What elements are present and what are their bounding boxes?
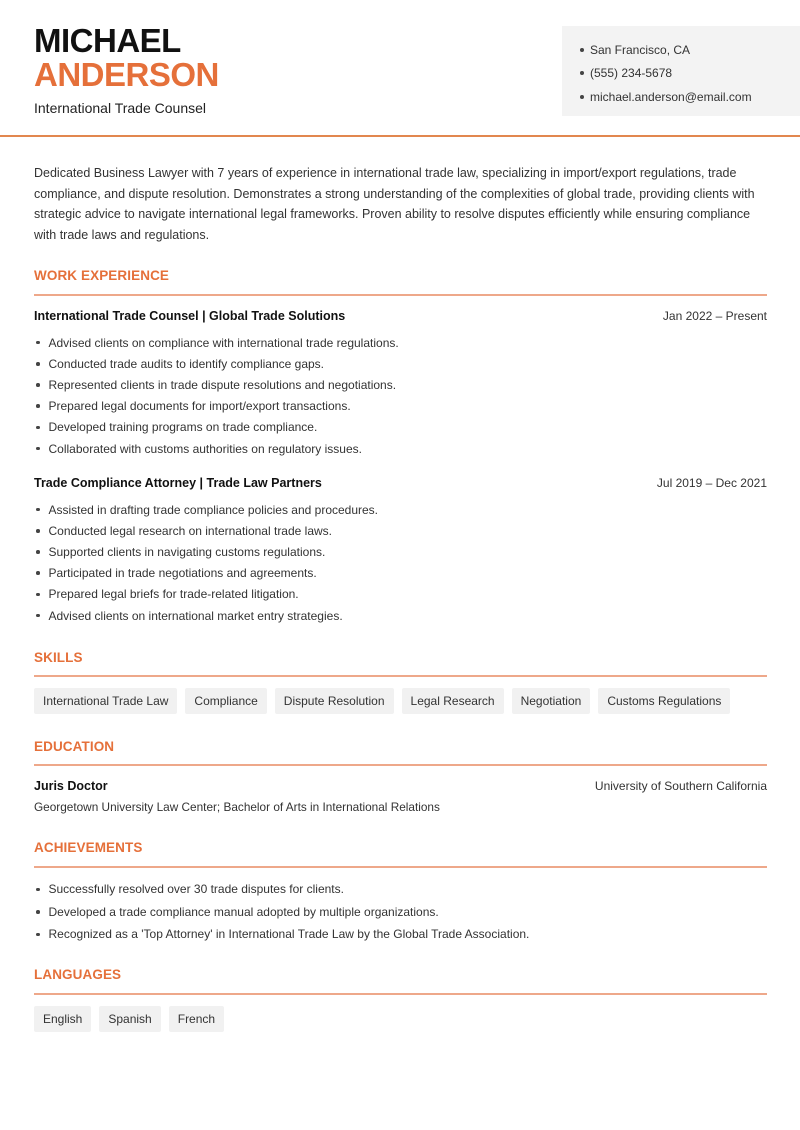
list-item: Conducted legal research on international trade laws. [34,520,378,541]
language-tags [34,1006,224,1032]
achievements-list [34,878,529,946]
bullet-icon [580,71,584,75]
section-title-work-experience: WORK EXPERIENCE [34,268,170,283]
summary-paragraph: Dedicated Business Lawyer with 7 years of experience in international trade law, specializing in import/export regulations, trade compliance, and dispute resolution. Demonstrates a strong understanding of the complexities of global trade, providing clients with strategic advice to navigate international legal frameworks. Proven ability to resolve disputes efficiently while ensuring compliance with trade laws and regulations. [34,166,755,242]
section-divider [34,993,767,995]
skill-tag: Negotiation [512,688,591,714]
bullet-icon [580,48,584,52]
list-item: Advised clients on compliance with international trade regulations. [34,332,399,353]
education-detail: Georgetown University Law Center; Bachelor of Arts in International Relations [34,800,440,814]
job-role: International Trade Counsel | Global Trade Solutions [34,309,346,323]
bullet-icon [36,571,40,575]
list-item: Represented clients in trade dispute resolutions and negotiations. [34,374,399,395]
last-name: ANDERSON [34,56,219,93]
skill-tag: International Trade Law [34,688,177,714]
bullet-icon [36,614,40,618]
list-item: Participated in trade negotiations and agreements. [34,563,378,584]
list-item: Developed a trade compliance manual adopted by multiple organizations. [34,901,529,924]
language-tag: Spanish [99,1006,160,1032]
education-school: University of Southern California [594,779,767,793]
skills-tags [34,688,730,714]
job-header [34,309,767,323]
list-item: Prepared legal documents for import/export transactions. [34,396,399,417]
section-divider [34,764,767,766]
contact-phone: (555) 234-5678 [580,62,800,86]
bullet-icon [36,529,40,533]
skill-tag: Legal Research [402,688,504,714]
job-header [34,476,767,490]
job-dates: Jan 2022 – Present [662,309,767,323]
job-dates: Jul 2019 – Dec 2021 [656,476,767,490]
contact-box [562,26,800,116]
section-divider [34,675,767,677]
bullet-icon [36,341,40,345]
job-role: Trade Compliance Attorney | Trade Law Partners [34,476,322,490]
section-divider [34,294,767,296]
list-item: Conducted trade audits to identify compliance gaps. [34,353,399,374]
list-item: Successfully resolved over 30 trade disputes for clients. [34,878,529,901]
language-tag: French [169,1006,224,1032]
bullet-icon [36,362,40,366]
list-item: Assisted in drafting trade compliance policies and procedures. [34,499,378,520]
first-name: MICHAEL [34,22,181,59]
professional-title: International Trade Counsel [34,100,206,116]
bullet-icon [36,383,40,387]
bullet-icon [36,888,40,892]
list-item: Recognized as a 'Top Attorney' in International Trade Law by the Global Trade Association. [34,923,529,946]
contact-email[interactable]: michael.anderson@email.com [580,85,800,109]
section-title-skills: SKILLS [34,650,83,665]
job-bullets [34,332,399,459]
section-title-achievements: ACHIEVEMENTS [34,840,143,855]
skill-tag: Customs Regulations [598,688,730,714]
list-item: Supported clients in navigating customs regulations. [34,541,378,562]
section-divider [34,866,767,868]
job-bullets [34,499,378,626]
education-degree: Juris Doctor [34,779,108,793]
bullet-icon [36,426,40,430]
bullet-icon [36,508,40,512]
list-item: Advised clients on international market entry strategies. [34,605,378,626]
skill-tag: Dispute Resolution [275,688,394,714]
contact-location: San Francisco, CA [580,38,800,62]
list-item: Collaborated with customs authorities on regulatory issues. [34,438,399,459]
bullet-icon [36,593,40,597]
section-title-languages: LANGUAGES [34,967,122,982]
bullet-icon [36,910,40,914]
list-item: Prepared legal briefs for trade-related litigation. [34,584,378,605]
bullet-icon [580,95,584,99]
section-title-education: EDUCATION [34,739,115,754]
bullet-icon [36,933,40,937]
list-item: Developed training programs on trade compliance. [34,417,399,438]
bullet-icon [36,550,40,554]
education-header [34,779,767,793]
skill-tag: Compliance [185,688,266,714]
resume-header [0,0,800,137]
bullet-icon [36,404,40,408]
language-tag: English [34,1006,91,1032]
bullet-icon [36,447,40,451]
